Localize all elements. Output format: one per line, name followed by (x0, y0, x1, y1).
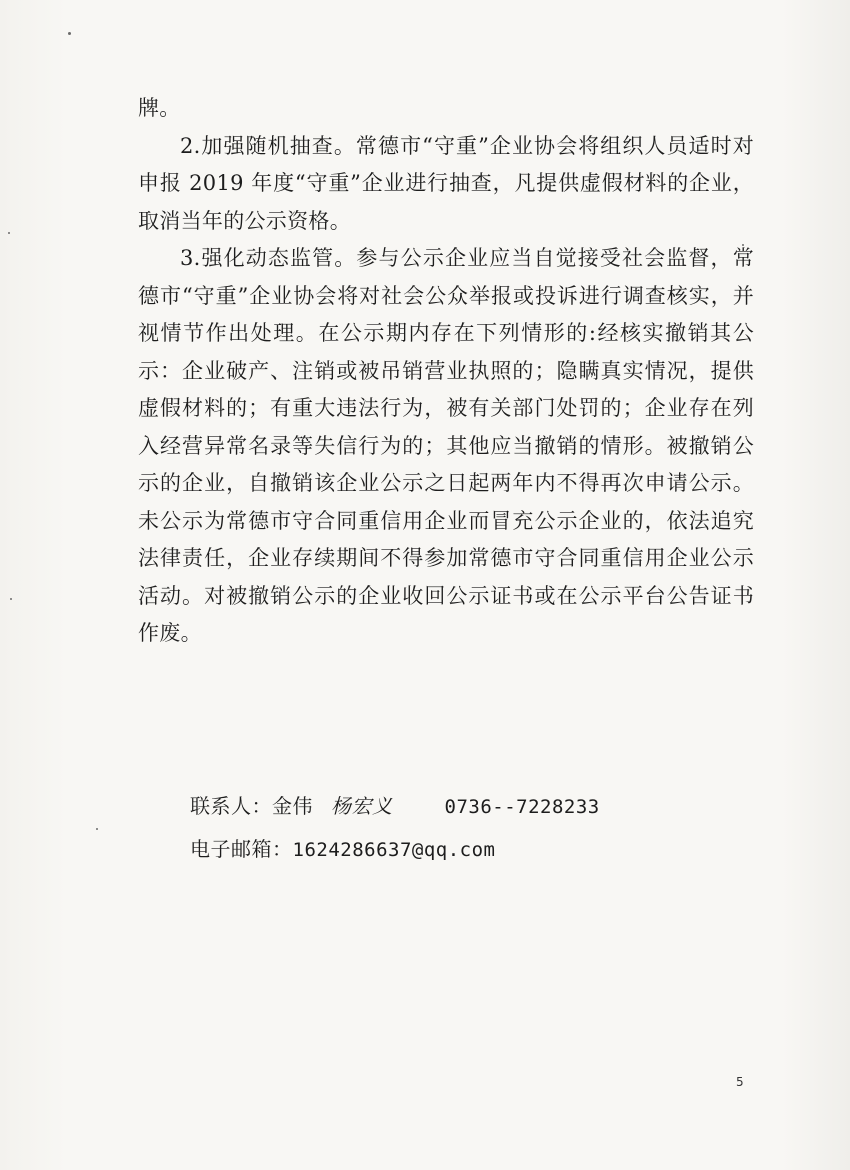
contact-phone: 0736--7228233 (444, 796, 600, 818)
email-label: 电子邮箱： (190, 837, 293, 861)
page-number: 5 (736, 1075, 744, 1089)
paragraph-continuation: 牌。 (138, 96, 181, 120)
scan-speck (68, 32, 71, 35)
contact-label: 联系人： (190, 794, 272, 818)
scan-speck (742, 244, 744, 246)
email-address: 1624286637@qq.com (292, 839, 496, 861)
scan-speck (8, 232, 10, 234)
paragraph-dynamic-supervision: 3.强化动态监管。参与公示企业应当自觉接受社会监督，常德市“守重”企业协会将对社会公众举报或投诉进行调查核实，并视情节作出处理。在公示期内存在下列情形的:经核实撤销其公示：企业破产、注销或被吊销营业执照的；隐瞒真实情况，提供虚假材料的；有重大违法行为，被有关部门处罚的；企业存在列入经营异常名录等失信行为的；其他应当撤销的情形。被撤销公示的企业，自撤销该企业公示之日起两年内不得再次申请公示。未公示为常德市守合同重信用企业而冒充公示企业的，依法追究法律责任，企业存续期间不得参加常德市守合同重信用企业公示活动。对被撤销公示的企业收回公示证书或在公示平台公告证书作废。 (138, 246, 754, 645)
scan-speck (96, 828, 98, 830)
contact-line (190, 790, 600, 819)
scan-speck (10, 598, 12, 600)
contact-person-2: 杨宏义 (331, 794, 393, 818)
body-text (138, 90, 754, 653)
paragraph-random-inspection: 2.加强随机抽查。常德市“守重”企业协会将组织人员适时对申报 2019 年度“守重”企业进行抽查，凡提供虚假材料的企业，取消当年的公示资格。 (138, 133, 754, 233)
email-line (190, 833, 495, 862)
contact-person-1: 金伟 (272, 794, 313, 818)
